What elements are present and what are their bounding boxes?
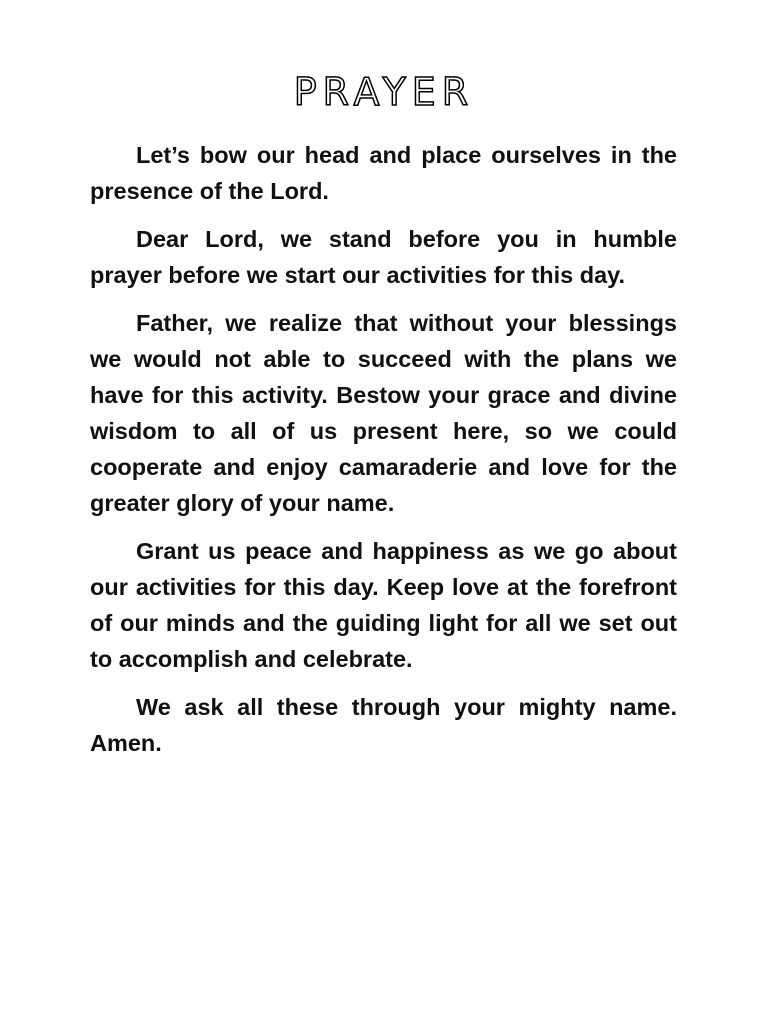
paragraph-invitation: Let’s bow our head and place ourselves in the presence of the Lord. — [90, 142, 677, 204]
page-title: PRAYER — [293, 70, 475, 114]
paragraph-opening: Dear Lord, we stand before you in humble prayer before we start our activities for this day. — [90, 226, 677, 288]
paragraph-blessing: Grant us peace and happiness as we go about our activities for this day. Keep love at the forefront of our minds and the guiding light for all we set out to accomplish and celebrate. — [90, 538, 677, 672]
paragraph-petition: Father, we realize that without your blessings we would not able to succeed with the plans we have for this activity. Bestow your grace and divine wisdom to all of us present here, so we could cooperate and enjoy camaraderie and love for the greater glory of your name. — [90, 310, 677, 516]
paragraph-closing: We ask all these through your mighty name. Amen. — [90, 694, 677, 756]
prayer-body — [90, 137, 677, 773]
